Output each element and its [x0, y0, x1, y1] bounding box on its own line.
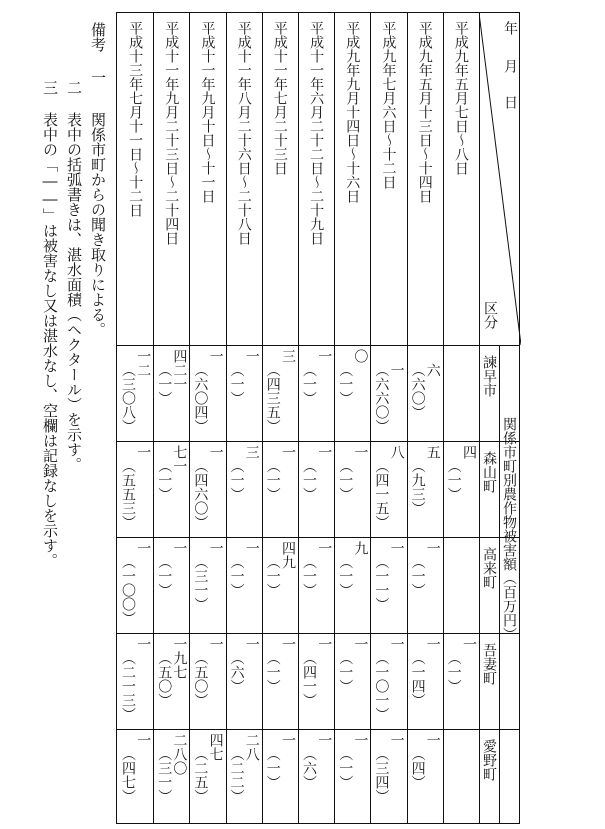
flooded-area: （一）	[337, 555, 354, 597]
damage-value: 一	[207, 445, 224, 459]
note-number: 一	[89, 70, 107, 85]
damage-value: 一	[280, 445, 296, 459]
damage-value: 一	[243, 637, 260, 651]
damage-value: 一	[135, 445, 152, 459]
damage-value: 〇	[352, 349, 369, 363]
damage-value: 一	[424, 637, 441, 651]
flooded-area: （五〇）	[156, 651, 173, 707]
header-year-label: 年	[502, 21, 518, 35]
damage-value: 一	[135, 733, 152, 747]
damage-value: 一	[207, 349, 224, 363]
date-label: 平成十一年七月二十三日	[271, 21, 288, 175]
flooded-area: （四一）	[301, 651, 317, 707]
flooded-area: （一〇〇）	[120, 555, 136, 625]
group-header-divider	[499, 345, 500, 823]
flooded-area: （三一）	[156, 747, 173, 803]
damage-value: 一九七	[171, 637, 188, 679]
flooded-area: （三四）	[373, 747, 390, 803]
flooded-area: （三一）	[192, 555, 209, 611]
town-label: 愛野町	[481, 739, 497, 781]
damage-value: 三	[280, 349, 296, 363]
damage-value: 一	[280, 733, 296, 747]
damage-value: 一	[171, 541, 188, 555]
note-text: 関係市町からの聞き取りによる。	[89, 112, 107, 337]
date-label: 平成九年九月十四日～十六日	[344, 21, 361, 203]
note-text: 表中の「――」は被害なし又は湛水なし、空欄は記録なしを示す。	[41, 112, 59, 568]
header-kubun-label: 区分	[482, 301, 498, 329]
flooded-area: （一〇一）	[373, 651, 390, 721]
date-label: 平成十一年九月二十三日～二十四日	[163, 21, 180, 245]
town-row-divider	[117, 441, 519, 442]
flooded-area: （二五）	[192, 747, 209, 803]
flooded-area: （一）	[301, 555, 317, 597]
damage-value: 五	[424, 445, 441, 459]
flooded-area: （一）	[301, 363, 317, 405]
damage-value: 九	[352, 541, 369, 555]
town-label: 森山町	[481, 451, 497, 493]
damage-value: 四九	[280, 541, 296, 569]
damage-value: 一二	[135, 349, 152, 377]
date-label: 平成十一年六月二十二日～二十九日	[308, 21, 325, 245]
date-label: 平成九年五月十三日～十四日	[416, 21, 433, 203]
column-divider	[298, 13, 299, 823]
damage-value: 一	[388, 637, 405, 651]
date-label: 平成九年七月六日～十二日	[380, 21, 397, 189]
flooded-area: （一）	[264, 747, 281, 789]
date-label: 平成十一年八月二十六日～二十八日	[235, 21, 252, 245]
header-day-label: 日	[502, 95, 518, 109]
flooded-area: （六〇四）	[192, 363, 209, 433]
note-text: 表中の括弧書きは、湛水面積（ヘクタール）を示す。	[65, 112, 83, 472]
flooded-area: （五五三）	[120, 459, 136, 529]
damage-value: 七一	[171, 445, 188, 473]
column-divider	[334, 13, 335, 823]
flooded-area: （一）	[228, 363, 245, 405]
flooded-area: （一）	[445, 651, 462, 693]
damage-value: 一	[316, 349, 333, 363]
date-label: 平成十三年七月十一日～十二日	[127, 21, 144, 217]
damage-value: 一	[424, 541, 441, 555]
damage-value: 一	[388, 541, 405, 555]
damage-value: 一	[316, 637, 333, 651]
flooded-area: （一）	[156, 363, 173, 405]
group-title: 関係市町別農作物被害額（百万円）	[501, 417, 517, 641]
damage-value: 一	[352, 445, 369, 459]
date-label: 平成九年五月七日～八日	[452, 21, 469, 175]
damage-value: 一	[207, 541, 224, 555]
damage-value: 三	[243, 445, 260, 459]
damage-value: 一	[424, 733, 441, 747]
damage-value: 一	[388, 363, 405, 377]
flooded-area: （一）	[337, 651, 354, 693]
town-label: 諫早市	[481, 355, 497, 397]
damage-value: 二八	[243, 733, 260, 761]
damage-value: 一	[352, 733, 369, 747]
flooded-area: （一）	[337, 363, 354, 405]
flooded-area: （一）	[445, 459, 462, 501]
damage-value: 一	[135, 541, 152, 555]
column-divider	[443, 13, 444, 823]
town-label: 吾妻町	[481, 643, 497, 685]
flooded-area: （二一三）	[120, 651, 136, 721]
damage-value: 一	[316, 445, 333, 459]
damage-value: 一	[316, 541, 333, 555]
flooded-area: （三〇八）	[120, 363, 136, 433]
flooded-area: （四七）	[120, 747, 136, 803]
damage-table	[116, 12, 520, 824]
flooded-area: （一）	[228, 555, 245, 597]
damage-value: 四	[461, 445, 477, 459]
flooded-area: （一四）	[409, 651, 426, 707]
town-label: 高来町	[481, 547, 497, 589]
flooded-area: （六〇）	[409, 363, 426, 419]
flooded-area: （四）	[409, 747, 426, 789]
flooded-area: （二二）	[228, 747, 245, 803]
flooded-area: （九三）	[409, 459, 426, 515]
date-section-divider	[117, 345, 519, 346]
damage-value: 一	[243, 541, 260, 555]
note-number: 二	[65, 80, 83, 95]
flooded-area: （四三五）	[264, 363, 281, 433]
damage-value: 一	[207, 637, 224, 651]
damage-value: 八	[388, 445, 405, 459]
flooded-area: （一）	[264, 459, 281, 501]
flooded-area: （六六〇）	[373, 363, 390, 433]
damage-value: 一	[461, 637, 477, 651]
flooded-area: （一）	[409, 555, 426, 597]
flooded-area: （四一五）	[373, 459, 390, 529]
town-row-divider	[117, 633, 519, 634]
column-divider	[407, 13, 408, 823]
damage-value: 一	[388, 733, 405, 747]
date-label: 平成十一年九月十日～十一日	[199, 21, 216, 203]
flooded-area: （一）	[228, 459, 245, 501]
notes-label: 備考	[89, 22, 107, 52]
flooded-area: （四六〇）	[192, 459, 209, 529]
flooded-area: （一）	[264, 651, 281, 693]
column-divider	[262, 13, 263, 823]
damage-value: 一	[352, 637, 369, 651]
header-month-label: 月	[502, 59, 518, 73]
flooded-area: （一）	[156, 459, 173, 501]
column-divider	[370, 13, 371, 823]
damage-value: 四二一	[171, 349, 188, 391]
column-divider	[153, 13, 154, 823]
damage-value: 二八〇	[171, 733, 188, 775]
flooded-area: （六）	[228, 651, 245, 693]
column-divider	[226, 13, 227, 823]
damage-value: 一	[280, 637, 296, 651]
flooded-area: （一一）	[373, 555, 390, 611]
flooded-area: （一）	[337, 747, 354, 789]
flooded-area: （一）	[264, 555, 281, 597]
town-row-divider	[117, 537, 519, 538]
damage-value: 六	[424, 363, 441, 377]
column-divider	[189, 13, 190, 823]
damage-value: 一	[316, 733, 333, 747]
flooded-area: （一）	[301, 459, 317, 501]
town-row-divider	[117, 729, 519, 730]
flooded-area: （六）	[301, 747, 317, 789]
flooded-area: （五〇）	[192, 651, 209, 707]
flooded-area: （一）	[156, 555, 173, 597]
damage-value: 一	[135, 637, 152, 651]
damage-value: 一	[243, 349, 260, 363]
note-number: 三	[41, 80, 59, 95]
flooded-area: （一）	[337, 459, 354, 501]
damage-value: 四七	[207, 733, 224, 761]
